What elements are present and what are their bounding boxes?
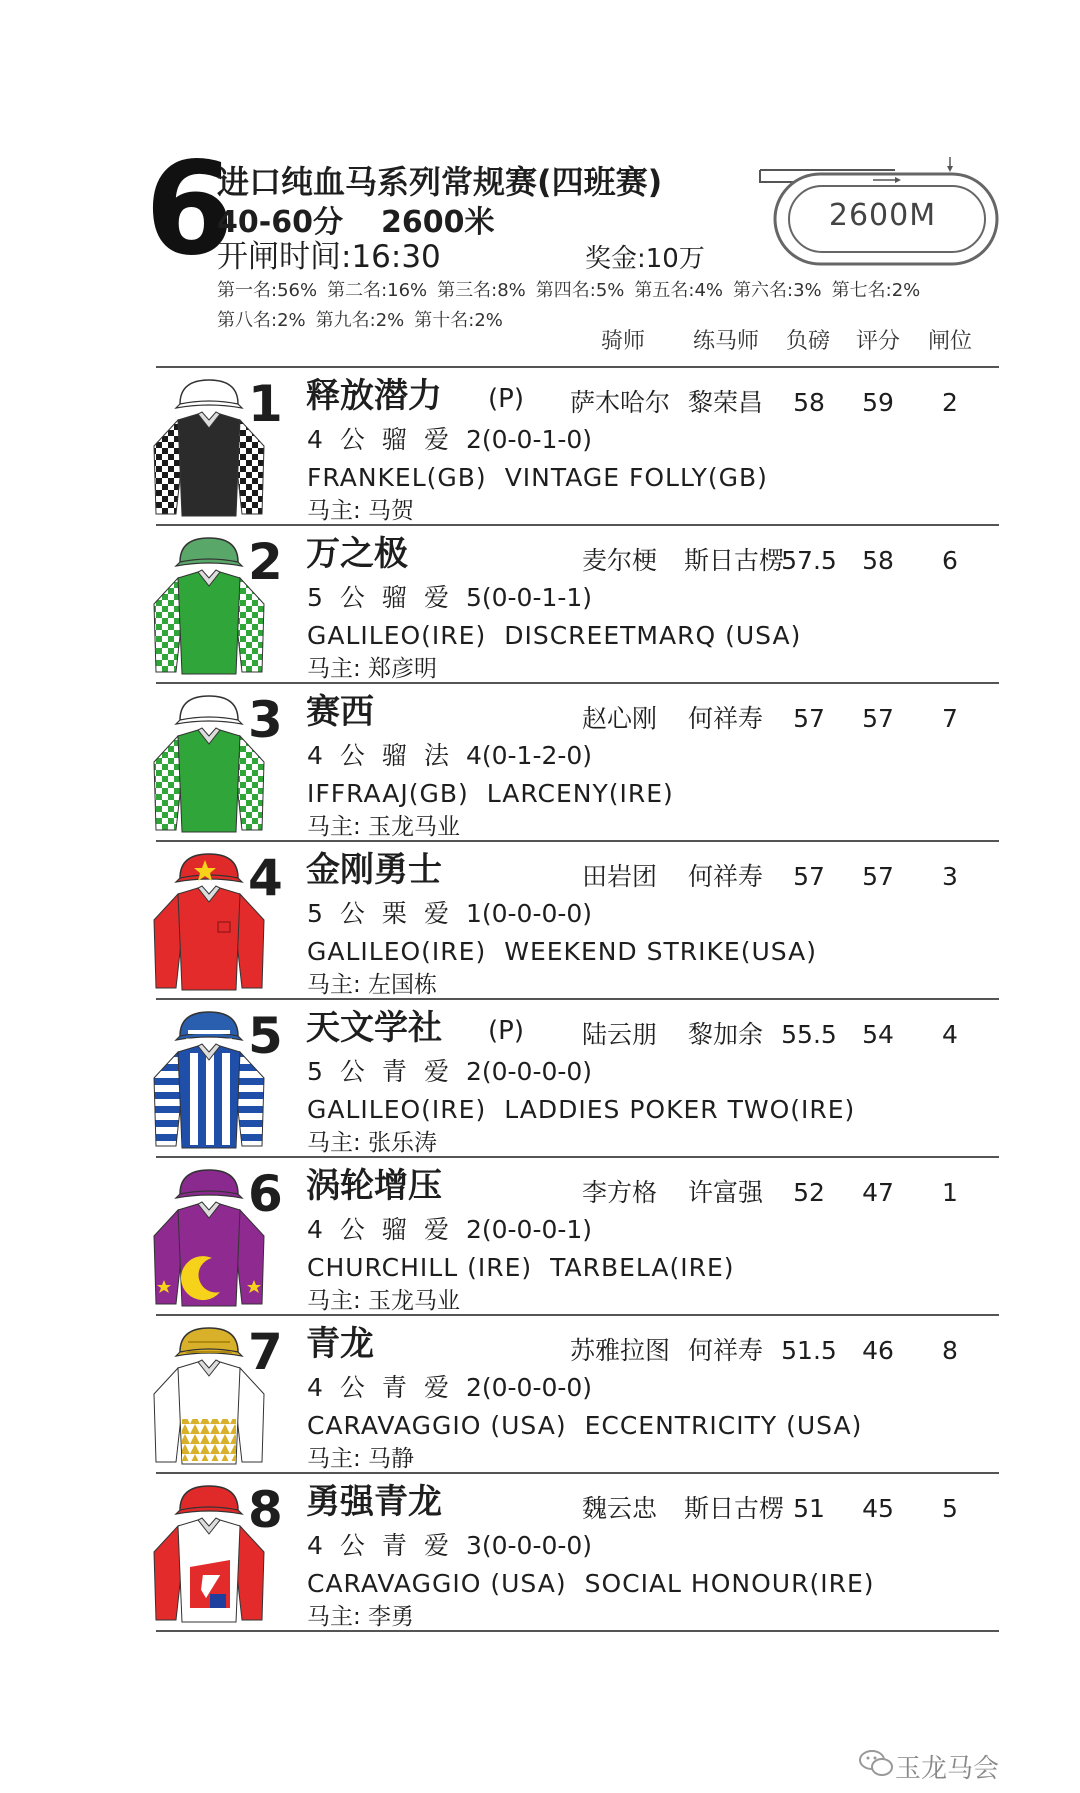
prize-share: 第七名:2% bbox=[831, 280, 921, 301]
sex: 公 bbox=[339, 741, 365, 770]
sex: 公 bbox=[339, 1531, 365, 1560]
coat-color: 骝 bbox=[381, 583, 407, 612]
horse-info bbox=[307, 424, 609, 456]
race-start-time: 开闸时间:16:30 bbox=[217, 239, 441, 275]
dam: TARBELA(IRE) bbox=[550, 1253, 735, 1282]
horse-info bbox=[307, 740, 609, 772]
coat-color: 青 bbox=[381, 1531, 407, 1560]
draw: 2 bbox=[942, 388, 958, 417]
pedigree bbox=[307, 1410, 880, 1442]
race-record: 2(0-0-0-1) bbox=[465, 1215, 593, 1244]
weight: 58 bbox=[793, 388, 825, 417]
sire: CHURCHILL (IRE) bbox=[307, 1253, 533, 1282]
horse-name: 万之极 bbox=[306, 534, 408, 574]
prize-share: 第十名:2% bbox=[414, 310, 503, 331]
pedigree bbox=[307, 936, 835, 968]
draw: 8 bbox=[942, 1336, 958, 1365]
horse-number: 3 bbox=[248, 691, 283, 749]
header-trainer: 练马师 bbox=[693, 329, 760, 354]
horse-name: 青龙 bbox=[306, 1324, 374, 1364]
weight: 55.5 bbox=[781, 1020, 837, 1049]
age: 4 bbox=[307, 1373, 323, 1402]
age: 4 bbox=[307, 425, 323, 454]
horse-info bbox=[307, 1372, 609, 1404]
horse-info bbox=[307, 1214, 609, 1246]
horse-number: 8 bbox=[248, 1481, 283, 1539]
origin: 爱 bbox=[423, 1373, 449, 1402]
horse-name: 金刚勇士 bbox=[306, 850, 442, 890]
sex: 公 bbox=[339, 1373, 365, 1402]
race-entry bbox=[0, 1158, 1080, 1316]
age: 5 bbox=[307, 1057, 323, 1086]
dam: DISCREETMARQ (USA) bbox=[504, 621, 802, 650]
rating: 47 bbox=[862, 1178, 894, 1207]
prize-distribution-row-1 bbox=[217, 278, 930, 304]
header-draw: 闸位 bbox=[928, 329, 973, 354]
horse-number: 4 bbox=[248, 849, 283, 907]
owner: 马主: 张乐涛 bbox=[307, 1130, 438, 1156]
sex: 公 bbox=[339, 1215, 365, 1244]
race-record: 2(0-0-1-0) bbox=[465, 425, 593, 454]
origin: 爱 bbox=[423, 425, 449, 454]
header-weight: 负磅 bbox=[786, 329, 831, 354]
weight: 57 bbox=[793, 704, 825, 733]
race-record: 4(0-1-2-0) bbox=[465, 741, 593, 770]
divider bbox=[156, 1630, 999, 1632]
horse-number: 7 bbox=[248, 1323, 283, 1381]
horse-name: 涡轮增压 bbox=[306, 1166, 442, 1206]
jockey-name: 苏雅拉图 bbox=[570, 1336, 671, 1365]
race-record: 2(0-0-0-0) bbox=[465, 1057, 593, 1086]
horse-name: 天文学社 bbox=[306, 1008, 442, 1048]
pedigree bbox=[307, 462, 786, 494]
draw: 4 bbox=[942, 1020, 958, 1049]
jockey-name: 赵心刚 bbox=[582, 704, 658, 733]
prize-share: 第三名:8% bbox=[437, 280, 526, 301]
sire: GALILEO(IRE) bbox=[307, 1095, 487, 1124]
gear: (P) bbox=[488, 384, 524, 414]
owner: 马主: 马静 bbox=[307, 1446, 415, 1472]
dam: WEEKEND STRIKE(USA) bbox=[504, 937, 817, 966]
race-entry bbox=[0, 1316, 1080, 1474]
owner: 马主: 玉龙马业 bbox=[307, 1288, 461, 1314]
weight: 57 bbox=[793, 862, 825, 891]
age: 4 bbox=[307, 1215, 323, 1244]
weight: 52 bbox=[793, 1178, 825, 1207]
draw: 1 bbox=[942, 1178, 958, 1207]
origin: 爱 bbox=[423, 899, 449, 928]
race-entry bbox=[0, 1000, 1080, 1158]
prize-share: 第九名:2% bbox=[315, 310, 405, 331]
pedigree bbox=[307, 778, 692, 810]
race-entry bbox=[0, 368, 1080, 526]
rating: 46 bbox=[862, 1336, 894, 1365]
coat-color: 青 bbox=[381, 1373, 407, 1402]
race-number: 6 bbox=[145, 135, 231, 284]
weight: 51 bbox=[793, 1494, 825, 1523]
age: 5 bbox=[307, 899, 323, 928]
draw: 6 bbox=[942, 546, 958, 575]
horse-number: 5 bbox=[248, 1007, 283, 1065]
dam: ECCENTRICITY (USA) bbox=[584, 1411, 863, 1440]
race-class-range: 40-60分 bbox=[217, 205, 343, 240]
rating: 57 bbox=[862, 704, 894, 733]
horse-info bbox=[307, 1056, 609, 1088]
draw: 3 bbox=[942, 862, 958, 891]
prize-share: 第一名:56% bbox=[217, 280, 318, 301]
race-record: 2(0-0-0-0) bbox=[465, 1373, 593, 1402]
race-entry bbox=[0, 526, 1080, 684]
sire: FRANKEL(GB) bbox=[307, 463, 487, 492]
coat-color: 骝 bbox=[381, 425, 407, 454]
sire: CARAVAGGIO (USA) bbox=[307, 1411, 567, 1440]
trainer-name: 黎荣昌 bbox=[688, 388, 764, 417]
horse-name: 释放潜力 bbox=[306, 376, 442, 416]
sire: IFFRAAJ(GB) bbox=[307, 779, 469, 808]
age: 4 bbox=[307, 1531, 323, 1560]
dam: LADDIES POKER TWO(IRE) bbox=[504, 1095, 856, 1124]
owner: 马主: 玉龙马业 bbox=[307, 814, 461, 840]
race-title: 进口纯血马系列常规赛(四班赛) bbox=[217, 163, 663, 201]
horse-info bbox=[307, 1530, 609, 1562]
owner: 马主: 郑彦明 bbox=[307, 656, 438, 682]
gear: (P) bbox=[488, 1016, 524, 1046]
sex: 公 bbox=[339, 425, 365, 454]
prize-share: 第六名:3% bbox=[733, 280, 822, 301]
sire: CARAVAGGIO (USA) bbox=[307, 1569, 567, 1598]
brand-label: 玉龙马会 bbox=[895, 1754, 1000, 1784]
dam: LARCENY(IRE) bbox=[486, 779, 674, 808]
rating: 45 bbox=[862, 1494, 894, 1523]
pedigree bbox=[307, 1568, 893, 1600]
horse-info bbox=[307, 898, 609, 930]
sire: GALILEO(IRE) bbox=[307, 937, 487, 966]
header-jockey: 骑师 bbox=[601, 329, 646, 354]
race-entry bbox=[0, 842, 1080, 1000]
rating: 54 bbox=[862, 1020, 894, 1049]
horse-number: 2 bbox=[248, 533, 283, 591]
coat-color: 青 bbox=[381, 1057, 407, 1086]
horse-info bbox=[307, 582, 609, 614]
race-record: 1(0-0-0-0) bbox=[465, 899, 593, 928]
dam: SOCIAL HONOUR(IRE) bbox=[584, 1569, 875, 1598]
age: 4 bbox=[307, 741, 323, 770]
pedigree bbox=[307, 620, 819, 652]
horse-name: 赛西 bbox=[306, 692, 374, 732]
sex: 公 bbox=[339, 899, 365, 928]
coat-color: 骝 bbox=[381, 741, 407, 770]
header-rating: 评分 bbox=[856, 329, 901, 354]
origin: 爱 bbox=[423, 1531, 449, 1560]
trainer-name: 斯日古楞 bbox=[684, 1494, 785, 1523]
pedigree bbox=[307, 1252, 753, 1284]
coat-color: 栗 bbox=[381, 899, 407, 928]
jockey-name: 陆云朋 bbox=[582, 1020, 658, 1049]
race-record: 3(0-0-0-0) bbox=[465, 1531, 593, 1560]
dam: VINTAGE FOLLY(GB) bbox=[504, 463, 768, 492]
horse-name: 勇强青龙 bbox=[306, 1482, 442, 1522]
trainer-name: 何祥寿 bbox=[688, 1336, 764, 1365]
age: 5 bbox=[307, 583, 323, 612]
owner: 马主: 李勇 bbox=[307, 1604, 415, 1630]
race-entry bbox=[0, 684, 1080, 842]
draw: 7 bbox=[942, 704, 958, 733]
race-record: 5(0-0-1-1) bbox=[465, 583, 593, 612]
prize-share: 第五名:4% bbox=[634, 280, 724, 301]
race-distance: 2600米 bbox=[380, 205, 495, 240]
rating: 58 bbox=[862, 546, 894, 575]
horse-number: 6 bbox=[248, 1165, 283, 1223]
wechat-icon bbox=[858, 1748, 894, 1778]
draw: 5 bbox=[942, 1494, 958, 1523]
coat-color: 骝 bbox=[381, 1215, 407, 1244]
prize-share: 第二名:16% bbox=[327, 280, 428, 301]
origin: 法 bbox=[423, 741, 449, 770]
trainer-name: 黎加余 bbox=[688, 1020, 764, 1049]
sex: 公 bbox=[339, 583, 365, 612]
track-distance-label: 2600M bbox=[828, 198, 937, 233]
origin: 爱 bbox=[423, 1057, 449, 1086]
prize-share: 第四名:5% bbox=[535, 280, 625, 301]
jockey-name: 萨木哈尔 bbox=[570, 388, 671, 417]
race-prize: 奖金:10万 bbox=[585, 244, 705, 274]
jockey-name: 麦尔梗 bbox=[582, 546, 658, 575]
prize-share: 第八名:2% bbox=[217, 310, 306, 331]
rating: 59 bbox=[862, 388, 894, 417]
pedigree bbox=[307, 1094, 873, 1126]
owner: 马主: 马贺 bbox=[307, 498, 415, 524]
prize-distribution-row-2 bbox=[217, 308, 513, 334]
rating: 57 bbox=[862, 862, 894, 891]
sire: GALILEO(IRE) bbox=[307, 621, 487, 650]
horse-number: 1 bbox=[248, 375, 283, 433]
owner: 马主: 左国栋 bbox=[307, 972, 438, 998]
jockey-name: 田岩团 bbox=[582, 862, 658, 891]
trainer-name: 斯日古楞 bbox=[684, 546, 785, 575]
jockey-name: 李方格 bbox=[582, 1178, 658, 1207]
weight: 51.5 bbox=[781, 1336, 837, 1365]
race-entry bbox=[0, 1474, 1080, 1632]
trainer-name: 何祥寿 bbox=[688, 862, 764, 891]
weight: 57.5 bbox=[781, 546, 837, 575]
trainer-name: 何祥寿 bbox=[688, 704, 764, 733]
trainer-name: 许富强 bbox=[688, 1178, 764, 1207]
sex: 公 bbox=[339, 1057, 365, 1086]
origin: 爱 bbox=[423, 1215, 449, 1244]
jockey-name: 魏云忠 bbox=[582, 1494, 658, 1523]
origin: 爱 bbox=[423, 583, 449, 612]
